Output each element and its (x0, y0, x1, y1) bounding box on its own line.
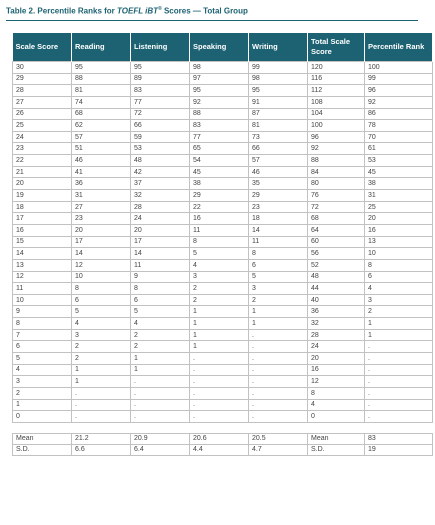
scale-score-cell: 21 (13, 166, 72, 178)
table-title (6, 6, 248, 16)
listening-cell: 66 (131, 120, 190, 132)
reading-cell: 20 (72, 224, 131, 236)
scale-score-cell: 1 (13, 399, 72, 411)
writing-cell: . (249, 353, 308, 365)
speaking-cell: 3 (190, 271, 249, 283)
speaking-cell: . (190, 387, 249, 399)
percentile-rank-cell: 1 (365, 318, 433, 330)
percentile-rank-cell: 96 (365, 85, 433, 97)
scale-score-cell: 26 (13, 108, 72, 120)
header-listening: Listening (131, 33, 190, 62)
table-row (13, 178, 433, 190)
percentile-rank-cell: 45 (365, 166, 433, 178)
speaking-cell: 1 (190, 306, 249, 318)
total-scale-score-cell: 56 (308, 248, 365, 260)
listening-cell: 37 (131, 178, 190, 190)
scale-score-cell: 20 (13, 178, 72, 190)
listening-cell: 20 (131, 224, 190, 236)
writing-cell: 8 (249, 248, 308, 260)
registered-mark: ® (158, 6, 162, 12)
reading-cell: 3 (72, 329, 131, 341)
scale-score-cell: 14 (13, 248, 72, 260)
speaking-cell: 1 (190, 341, 249, 353)
reading-cell: 14 (72, 248, 131, 260)
reading-cell: 6 (72, 294, 131, 306)
total-scale-score-cell: 12 (308, 376, 365, 388)
percentile-rank-cell: 19 (365, 444, 433, 455)
table-body (13, 62, 433, 456)
reading-cell: 1 (72, 364, 131, 376)
scale-score-cell: 18 (13, 201, 72, 213)
speaking-cell: . (190, 411, 249, 423)
listening-cell: . (131, 399, 190, 411)
writing-cell: 91 (249, 96, 308, 108)
title-brand: TOEFL iBT (117, 6, 159, 16)
writing-cell: 99 (249, 62, 308, 74)
writing-cell: 6 (249, 259, 308, 271)
scale-score-cell: 28 (13, 85, 72, 97)
listening-cell: 83 (131, 85, 190, 97)
total-scale-score-cell: 112 (308, 85, 365, 97)
speaking-cell: 1 (190, 318, 249, 330)
total-scale-score-cell: 36 (308, 306, 365, 318)
scale-score-cell: 25 (13, 120, 72, 132)
listening-cell: 6.4 (131, 444, 190, 455)
percentile-rank-cell: 83 (365, 433, 433, 444)
speaking-cell: 95 (190, 85, 249, 97)
percentile-rank-cell: 86 (365, 108, 433, 120)
total-scale-score-cell: 108 (308, 96, 365, 108)
percentile-rank-cell: 31 (365, 190, 433, 202)
speaking-cell: 2 (190, 283, 249, 295)
title-suffix: Scores — Total Group (161, 6, 248, 16)
percentile-rank-cell: . (365, 399, 433, 411)
total-scale-score-cell: Mean (308, 433, 365, 444)
speaking-cell: . (190, 399, 249, 411)
stat-row (13, 444, 433, 455)
table-row (13, 143, 433, 155)
total-scale-score-cell: 68 (308, 213, 365, 225)
scale-score-cell: 11 (13, 283, 72, 295)
writing-cell: 1 (249, 306, 308, 318)
scale-score-cell: 30 (13, 62, 72, 74)
percentile-rank-cell: 99 (365, 73, 433, 85)
spacer-row (13, 422, 433, 433)
stat-row (13, 433, 433, 444)
percentile-rank-cell: 10 (365, 248, 433, 260)
speaking-cell: 8 (190, 236, 249, 248)
listening-cell: 77 (131, 96, 190, 108)
writing-cell: . (249, 329, 308, 341)
table-row (13, 259, 433, 271)
writing-cell: 1 (249, 318, 308, 330)
table-row (13, 411, 433, 423)
scale-score-cell: 24 (13, 131, 72, 143)
listening-cell: . (131, 411, 190, 423)
reading-cell: 46 (72, 155, 131, 167)
speaking-cell (190, 422, 249, 433)
percentile-rank-cell: 1 (365, 329, 433, 341)
percentile-rank-cell: 16 (365, 224, 433, 236)
total-scale-score-cell: 88 (308, 155, 365, 167)
header-percentile-rank: Percentile Rank (365, 33, 433, 62)
listening-cell: 17 (131, 236, 190, 248)
table-row (13, 387, 433, 399)
scale-score-cell: 9 (13, 306, 72, 318)
percentile-rank-cell: 25 (365, 201, 433, 213)
percentile-rank-cell: 92 (365, 96, 433, 108)
total-scale-score-cell: 48 (308, 271, 365, 283)
writing-cell: 2 (249, 294, 308, 306)
scale-score-cell: 16 (13, 224, 72, 236)
reading-cell: 5 (72, 306, 131, 318)
scale-score-cell (13, 422, 72, 433)
speaking-cell: . (190, 353, 249, 365)
writing-cell: 29 (249, 190, 308, 202)
table-row (13, 96, 433, 108)
table-row (13, 62, 433, 74)
speaking-cell: . (190, 376, 249, 388)
scale-score-cell: 7 (13, 329, 72, 341)
speaking-cell: 4 (190, 259, 249, 271)
writing-cell: . (249, 399, 308, 411)
header-reading: Reading (72, 33, 131, 62)
reading-cell: 95 (72, 62, 131, 74)
speaking-cell: 16 (190, 213, 249, 225)
total-scale-score-cell: 28 (308, 329, 365, 341)
total-scale-score-cell: S.D. (308, 444, 365, 455)
reading-cell: 68 (72, 108, 131, 120)
table-row (13, 353, 433, 365)
listening-cell: 20.9 (131, 433, 190, 444)
writing-cell: 81 (249, 120, 308, 132)
table-row (13, 248, 433, 260)
speaking-cell: 4.4 (190, 444, 249, 455)
reading-cell: 1 (72, 376, 131, 388)
listening-cell: 9 (131, 271, 190, 283)
reading-cell: 21.2 (72, 433, 131, 444)
listening-cell: 24 (131, 213, 190, 225)
total-scale-score-cell: 84 (308, 166, 365, 178)
listening-cell: 32 (131, 190, 190, 202)
header-scale-score: Scale Score (13, 33, 72, 62)
speaking-cell: 20.6 (190, 433, 249, 444)
reading-cell: 23 (72, 213, 131, 225)
scale-score-cell: S.D. (13, 444, 72, 455)
speaking-cell: 38 (190, 178, 249, 190)
reading-cell: 51 (72, 143, 131, 155)
table-row (13, 224, 433, 236)
table-row (13, 120, 433, 132)
percentile-rank-cell: 70 (365, 131, 433, 143)
speaking-cell: 29 (190, 190, 249, 202)
listening-cell: 8 (131, 283, 190, 295)
total-scale-score-cell: 72 (308, 201, 365, 213)
scale-score-cell: 6 (13, 341, 72, 353)
writing-cell: 20.5 (249, 433, 308, 444)
writing-cell: . (249, 376, 308, 388)
scale-score-cell: 17 (13, 213, 72, 225)
table-row (13, 399, 433, 411)
speaking-cell: 5 (190, 248, 249, 260)
writing-cell: 4.7 (249, 444, 308, 455)
total-scale-score-cell: 96 (308, 131, 365, 143)
percentile-rank-cell: . (365, 387, 433, 399)
reading-cell: . (72, 387, 131, 399)
table-row (13, 271, 433, 283)
writing-cell: 23 (249, 201, 308, 213)
percentile-rank-cell: . (365, 411, 433, 423)
table-row (13, 236, 433, 248)
speaking-cell: 2 (190, 294, 249, 306)
speaking-cell: 22 (190, 201, 249, 213)
listening-cell: 1 (131, 353, 190, 365)
listening-cell: 6 (131, 294, 190, 306)
reading-cell (72, 422, 131, 433)
percentile-rank-cell: 100 (365, 62, 433, 74)
header-writing: Writing (249, 33, 308, 62)
scale-score-cell: 2 (13, 387, 72, 399)
writing-cell: 11 (249, 236, 308, 248)
listening-cell: . (131, 376, 190, 388)
table-row (13, 166, 433, 178)
speaking-cell: 98 (190, 62, 249, 74)
listening-cell: 11 (131, 259, 190, 271)
reading-cell: 27 (72, 201, 131, 213)
writing-cell: 3 (249, 283, 308, 295)
percentile-rank-table (12, 33, 433, 456)
reading-cell: . (72, 399, 131, 411)
scale-score-cell: 4 (13, 364, 72, 376)
total-scale-score-cell: 32 (308, 318, 365, 330)
writing-cell: . (249, 387, 308, 399)
percentile-rank-cell: 2 (365, 306, 433, 318)
reading-cell: 8 (72, 283, 131, 295)
listening-cell: 95 (131, 62, 190, 74)
total-scale-score-cell: 104 (308, 108, 365, 120)
listening-cell (131, 422, 190, 433)
reading-cell: 81 (72, 85, 131, 97)
listening-cell: 2 (131, 341, 190, 353)
speaking-cell: 88 (190, 108, 249, 120)
header-total-scale-score: Total Scale Score (308, 33, 365, 62)
writing-cell: 73 (249, 131, 308, 143)
reading-cell: 2 (72, 341, 131, 353)
speaking-cell: 77 (190, 131, 249, 143)
speaking-cell: 54 (190, 155, 249, 167)
listening-cell: 5 (131, 306, 190, 318)
scale-score-cell: 8 (13, 318, 72, 330)
listening-cell: 89 (131, 73, 190, 85)
total-scale-score-cell: 24 (308, 341, 365, 353)
table-row (13, 131, 433, 143)
percentile-rank-cell: 53 (365, 155, 433, 167)
header-row (13, 33, 433, 62)
writing-cell: . (249, 364, 308, 376)
scale-score-cell: 5 (13, 353, 72, 365)
listening-cell: . (131, 387, 190, 399)
scale-score-cell: 22 (13, 155, 72, 167)
writing-cell: 18 (249, 213, 308, 225)
percentile-rank-cell: . (365, 364, 433, 376)
table-row (13, 190, 433, 202)
total-scale-score-cell: 120 (308, 62, 365, 74)
percentile-rank-cell: . (365, 341, 433, 353)
reading-cell: 31 (72, 190, 131, 202)
total-scale-score-cell: 60 (308, 236, 365, 248)
total-scale-score-cell: 4 (308, 399, 365, 411)
table-row (13, 329, 433, 341)
reading-cell: 57 (72, 131, 131, 143)
title-prefix: Table 2. Percentile Ranks for (6, 6, 118, 16)
writing-cell: 66 (249, 143, 308, 155)
writing-cell: 87 (249, 108, 308, 120)
percentile-rank-cell: 4 (365, 283, 433, 295)
writing-cell: 98 (249, 73, 308, 85)
table-row (13, 201, 433, 213)
scale-score-cell: 13 (13, 259, 72, 271)
listening-cell: 1 (131, 364, 190, 376)
table-row (13, 73, 433, 85)
table-row (13, 213, 433, 225)
total-scale-score-cell: 76 (308, 190, 365, 202)
writing-cell: 46 (249, 166, 308, 178)
reading-cell: 6.6 (72, 444, 131, 455)
table-row (13, 155, 433, 167)
scale-score-cell: 0 (13, 411, 72, 423)
listening-cell: 53 (131, 143, 190, 155)
reading-cell: . (72, 411, 131, 423)
speaking-cell: 45 (190, 166, 249, 178)
percentile-rank-cell: 3 (365, 294, 433, 306)
writing-cell: . (249, 341, 308, 353)
percentile-rank-cell: 13 (365, 236, 433, 248)
scale-score-cell: 10 (13, 294, 72, 306)
reading-cell: 4 (72, 318, 131, 330)
percentile-rank-cell: 8 (365, 259, 433, 271)
table-row (13, 283, 433, 295)
title-rule (6, 20, 418, 21)
percentile-rank-cell (365, 422, 433, 433)
scale-score-cell: 29 (13, 73, 72, 85)
writing-cell (249, 422, 308, 433)
listening-cell: 48 (131, 155, 190, 167)
total-scale-score-cell (308, 422, 365, 433)
reading-cell: 17 (72, 236, 131, 248)
total-scale-score-cell: 64 (308, 224, 365, 236)
speaking-cell: 83 (190, 120, 249, 132)
writing-cell: 14 (249, 224, 308, 236)
scale-score-cell: 3 (13, 376, 72, 388)
reading-cell: 12 (72, 259, 131, 271)
total-scale-score-cell: 40 (308, 294, 365, 306)
reading-cell: 2 (72, 353, 131, 365)
total-scale-score-cell: 8 (308, 387, 365, 399)
speaking-cell: 97 (190, 73, 249, 85)
speaking-cell: 11 (190, 224, 249, 236)
listening-cell: 4 (131, 318, 190, 330)
writing-cell: 95 (249, 85, 308, 97)
speaking-cell: 65 (190, 143, 249, 155)
total-scale-score-cell: 100 (308, 120, 365, 132)
listening-cell: 2 (131, 329, 190, 341)
reading-cell: 62 (72, 120, 131, 132)
table-row (13, 108, 433, 120)
total-scale-score-cell: 92 (308, 143, 365, 155)
scale-score-cell: 12 (13, 271, 72, 283)
table-row (13, 306, 433, 318)
table-row (13, 294, 433, 306)
speaking-cell: 1 (190, 329, 249, 341)
table-row (13, 85, 433, 97)
scale-score-cell: 15 (13, 236, 72, 248)
reading-cell: 41 (72, 166, 131, 178)
percentile-rank-cell: 78 (365, 120, 433, 132)
listening-cell: 28 (131, 201, 190, 213)
percentile-rank-cell: . (365, 376, 433, 388)
total-scale-score-cell: 16 (308, 364, 365, 376)
percentile-rank-cell: 61 (365, 143, 433, 155)
total-scale-score-cell: 116 (308, 73, 365, 85)
table-row (13, 364, 433, 376)
scale-score-cell: Mean (13, 433, 72, 444)
percentile-rank-cell: 38 (365, 178, 433, 190)
percentile-rank-cell: 6 (365, 271, 433, 283)
writing-cell: 35 (249, 178, 308, 190)
total-scale-score-cell: 20 (308, 353, 365, 365)
listening-cell: 42 (131, 166, 190, 178)
table-row (13, 318, 433, 330)
reading-cell: 36 (72, 178, 131, 190)
listening-cell: 14 (131, 248, 190, 260)
header-speaking: Speaking (190, 33, 249, 62)
writing-cell: 57 (249, 155, 308, 167)
writing-cell: 5 (249, 271, 308, 283)
speaking-cell: . (190, 364, 249, 376)
percentile-rank-cell: 20 (365, 213, 433, 225)
scale-score-cell: 27 (13, 96, 72, 108)
total-scale-score-cell: 80 (308, 178, 365, 190)
table-row (13, 341, 433, 353)
speaking-cell: 92 (190, 96, 249, 108)
writing-cell: . (249, 411, 308, 423)
listening-cell: 59 (131, 131, 190, 143)
listening-cell: 72 (131, 108, 190, 120)
scale-score-cell: 23 (13, 143, 72, 155)
percentile-rank-cell: . (365, 353, 433, 365)
total-scale-score-cell: 52 (308, 259, 365, 271)
reading-cell: 88 (72, 73, 131, 85)
scale-score-cell: 19 (13, 190, 72, 202)
total-scale-score-cell: 44 (308, 283, 365, 295)
table-row (13, 376, 433, 388)
total-scale-score-cell: 0 (308, 411, 365, 423)
reading-cell: 74 (72, 96, 131, 108)
reading-cell: 10 (72, 271, 131, 283)
